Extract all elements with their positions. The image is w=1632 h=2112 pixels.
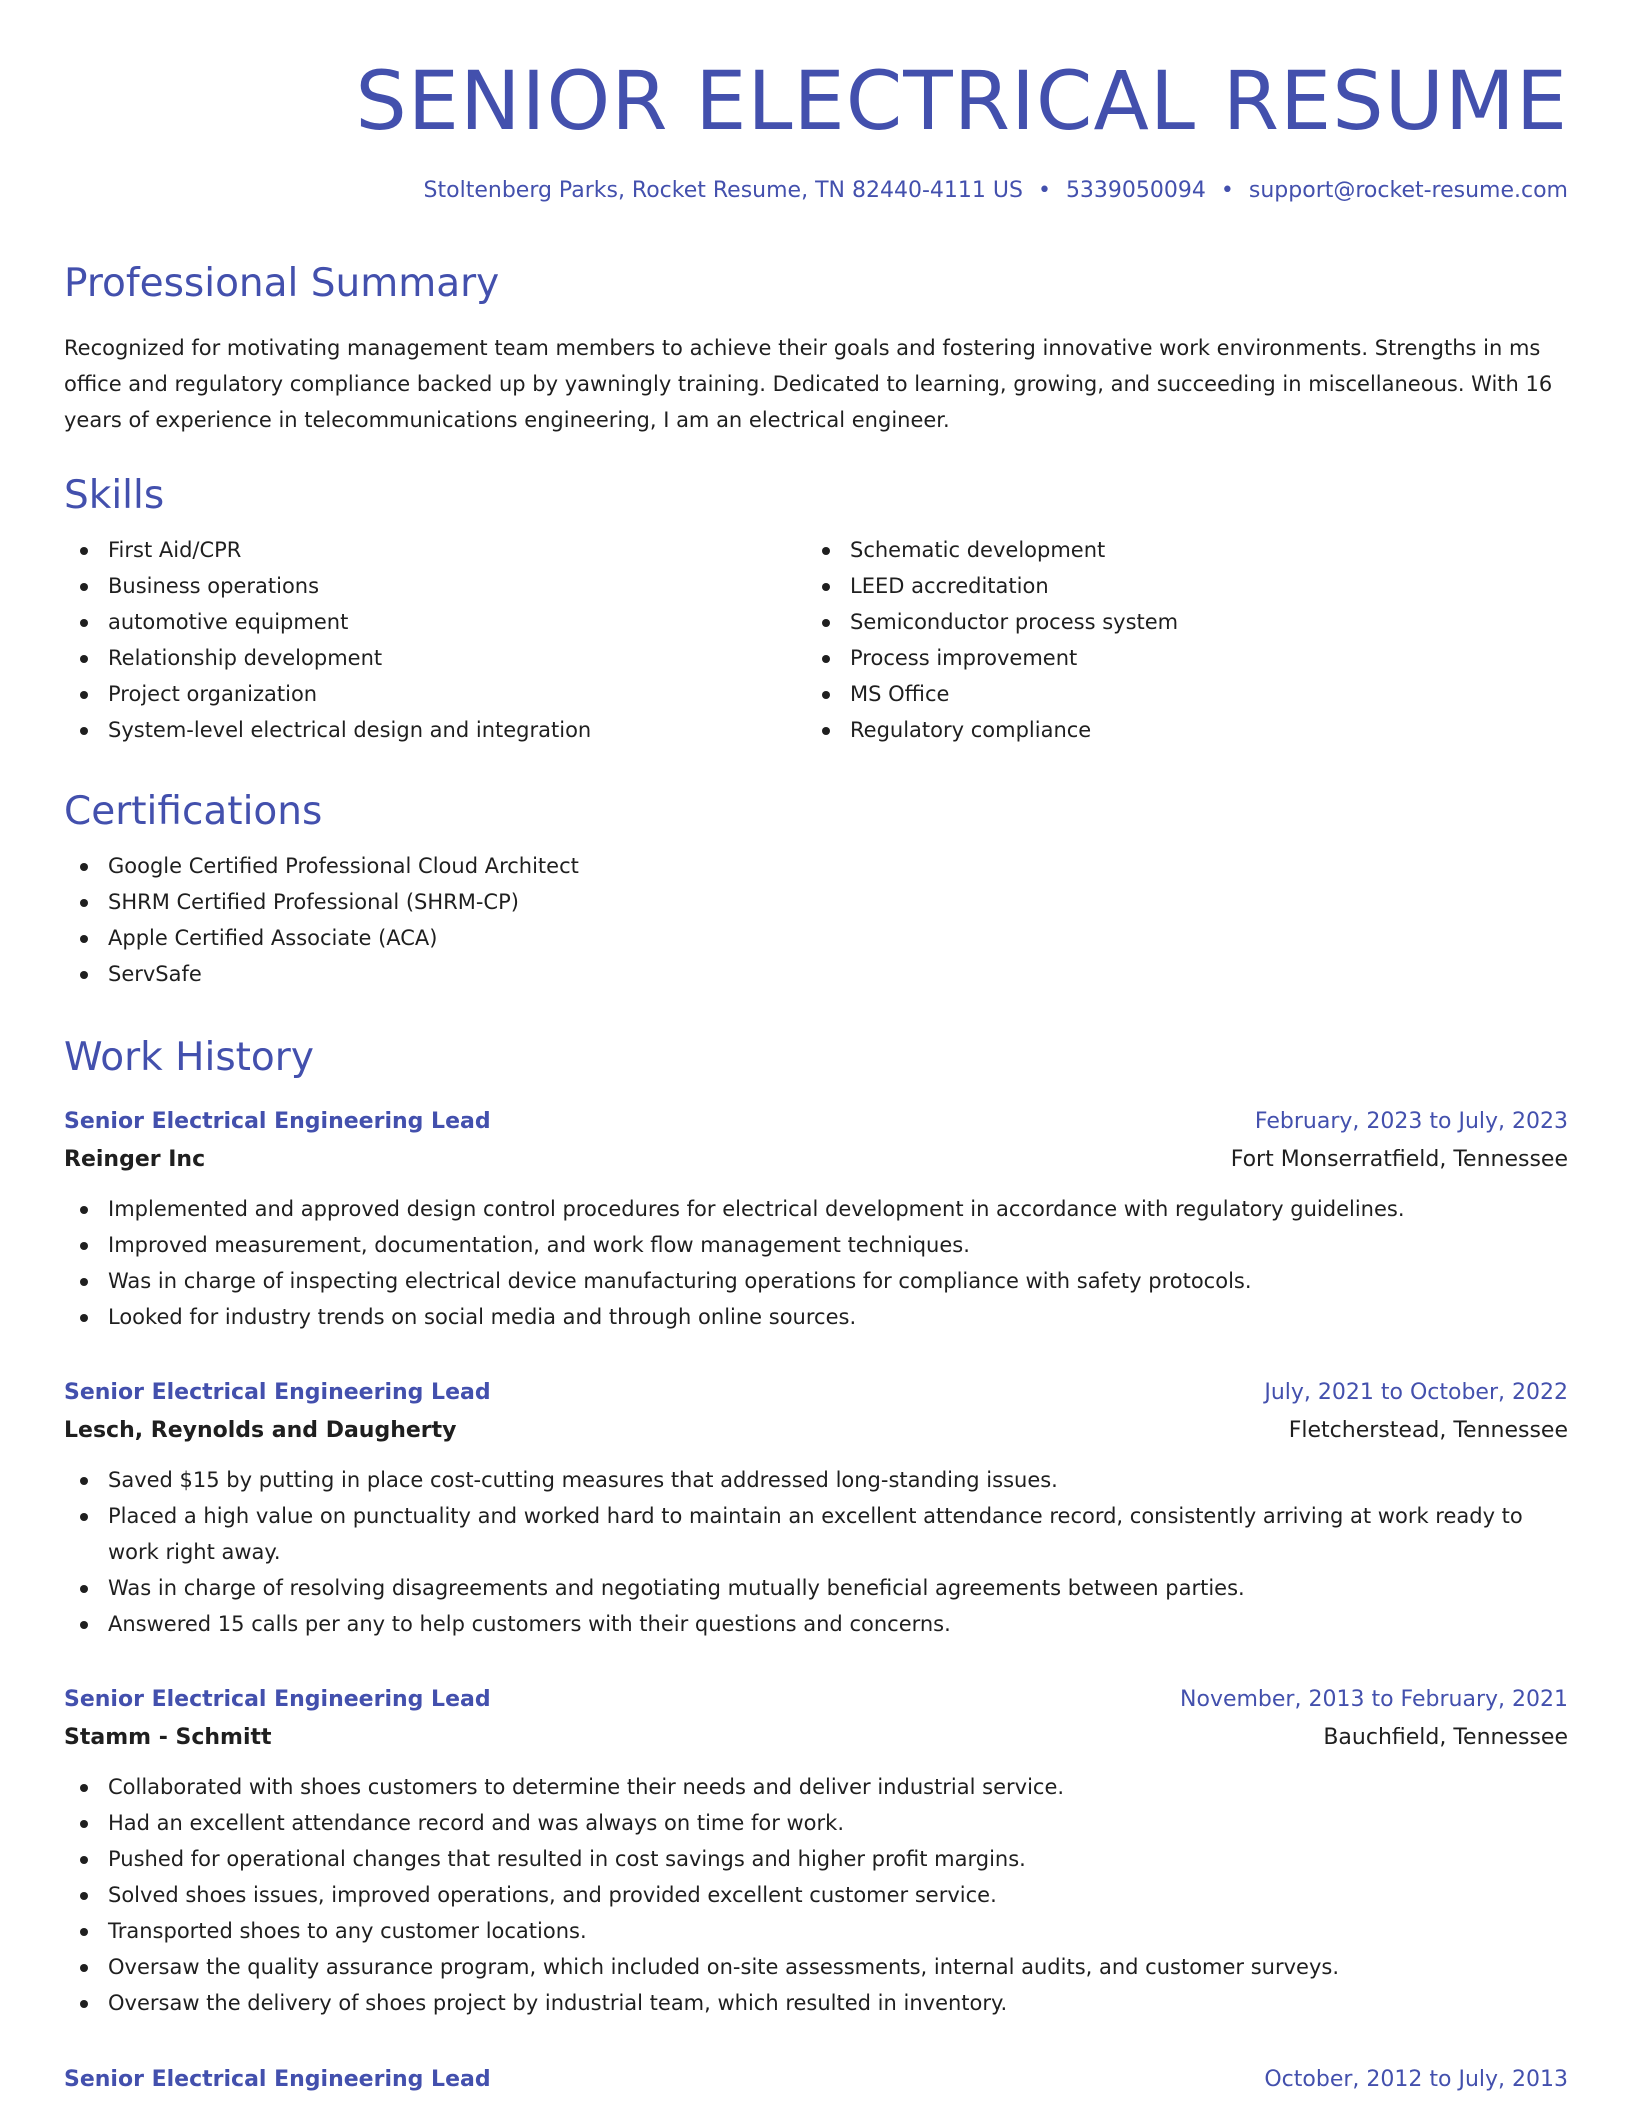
job-bullets (64, 1191, 1568, 1335)
job-bullet: Collaborated with shoes customers to determine their needs and deliver industrial service. (64, 1769, 1568, 1805)
job-header (64, 1681, 1568, 1719)
contact-email: support@rocket-resume.com (1248, 178, 1568, 203)
section-title: Professional Summary (64, 261, 500, 306)
skills-list-left (64, 532, 806, 748)
job-bullet: Saved $15 by putting in place cost-cutting measures that addressed long-standing issues. (64, 1462, 1568, 1498)
job-company: Stamm - Schmitt (64, 1725, 272, 1750)
job-location: Fletcherstead, Tennessee (1288, 1418, 1568, 1443)
skills-columns (64, 532, 1568, 748)
job-location: Bauchfield, Tennessee (1323, 1725, 1568, 1750)
job-dates: October, 2012 to July, 2013 (1264, 2067, 1568, 2092)
certification-item: SHRM Certified Professional (SHRM-CP) (64, 884, 1568, 920)
job-subheader (64, 1719, 1568, 1757)
job-subheader (64, 1141, 1568, 1179)
summary-text: Recognized for motivating management team members to achieve their goals and fostering innovative work environments. Strengths in ms office and regulatory compliance backed up by yawningly training. Dedicated to learning, growing, and succeeding in miscellaneous. With 16 years of experience in telecommunications engineering, I am an electrical engineer. (64, 336, 1553, 432)
skill-item: automotive equipment (64, 604, 806, 640)
job-header (64, 1374, 1568, 1412)
skill-item: Process improvement (806, 640, 1548, 676)
job-company: Lesch, Reynolds and Daugherty (64, 1418, 457, 1443)
contact-separator: • (1037, 178, 1051, 203)
contact-phone: 5339050094 (1065, 178, 1206, 203)
skill-item: Schematic development (806, 532, 1548, 568)
certification-item: Google Certified Professional Cloud Architect (64, 848, 1568, 884)
skill-item: Business operations (64, 568, 806, 604)
skill-item: Project organization (64, 676, 806, 712)
job-bullet: Improved measurement, documentation, and work flow management techniques. (64, 1227, 1568, 1263)
resume-header (355, 52, 1568, 203)
job-bullet: Had an excellent attendance record and was always on time for work. (64, 1805, 1568, 1841)
certification-item: ServSafe (64, 956, 1568, 992)
job-dates: July, 2021 to October, 2022 (1264, 1380, 1568, 1405)
section-title: Certifications (64, 789, 323, 834)
resume-title: SENIOR ELECTRICAL RESUME (355, 55, 1568, 149)
skill-item: MS Office (806, 676, 1548, 712)
job-company: Reinger Inc (64, 1147, 206, 1172)
job-bullet: Transported shoes to any customer locations. (64, 1913, 1568, 1949)
job-bullet: Answered 15 calls per any to help customers with their questions and concerns. (64, 1606, 1568, 1642)
skill-item: System-level electrical design and integration (64, 712, 806, 748)
job-bullet: Placed a high value on punctuality and worked hard to maintain an excellent attendance record, consistently arriving at work ready to work right away. (64, 1498, 1568, 1570)
section-title: Work History (64, 1035, 314, 1080)
job-title: Senior Electrical Engineering Lead (64, 1380, 491, 1405)
skill-item: Regulatory compliance (806, 712, 1548, 748)
summary-section (64, 260, 1568, 438)
skill-item: First Aid/CPR (64, 532, 806, 568)
skill-item: LEED accreditation (806, 568, 1548, 604)
job-bullet: Oversaw the delivery of shoes project by industrial team, which resulted in inventory. (64, 1985, 1568, 2021)
job-bullet: Implemented and approved design control procedures for electrical development in accordance with regulatory guidelines. (64, 1191, 1568, 1227)
certifications-section (64, 788, 1568, 992)
job-entry (64, 1681, 1568, 2021)
job-entry (64, 1103, 1568, 1335)
contact-address: Stoltenberg Parks, Rocket Resume, TN 82440-4111 US (423, 178, 1023, 203)
job-bullet: Was in charge of inspecting electrical device manufacturing operations for compliance with safety protocols. (64, 1263, 1568, 1299)
contact-separator: • (1220, 178, 1234, 203)
job-bullet: Solved shoes issues, improved operations, and provided excellent customer service. (64, 1877, 1568, 1913)
job-header (64, 1103, 1568, 1141)
job-title: Senior Electrical Engineering Lead (64, 2067, 491, 2092)
job-bullet: Oversaw the quality assurance program, which included on-site assessments, internal audits, and customer surveys. (64, 1949, 1568, 1985)
skills-section (64, 472, 1568, 748)
job-title: Senior Electrical Engineering Lead (64, 1687, 491, 1712)
skill-item: Relationship development (64, 640, 806, 676)
job-location: Fort Monserratfield, Tennessee (1230, 1147, 1568, 1172)
job-bullet: Looked for industry trends on social media and through online sources. (64, 1299, 1568, 1335)
job-header (64, 2061, 1568, 2099)
job-title: Senior Electrical Engineering Lead (64, 1109, 491, 1134)
job-subheader (64, 1412, 1568, 1450)
job-dates: November, 2013 to February, 2021 (1180, 1687, 1568, 1712)
section-title: Skills (64, 473, 165, 518)
work-history-section (64, 1034, 1568, 1082)
job-entry (64, 2061, 1568, 2099)
certifications-list (64, 848, 1568, 992)
skills-list-right (806, 532, 1548, 748)
job-dates: February, 2023 to July, 2023 (1254, 1109, 1568, 1134)
job-bullet: Was in charge of resolving disagreements and negotiating mutually beneficial agreements between parties. (64, 1570, 1568, 1606)
certification-item: Apple Certified Associate (ACA) (64, 920, 1568, 956)
skill-item: Semiconductor process system (806, 604, 1548, 640)
job-entry (64, 1374, 1568, 1642)
contact-line (355, 178, 1568, 203)
job-bullets (64, 1462, 1568, 1642)
job-bullet: Pushed for operational changes that resulted in cost savings and higher profit margins. (64, 1841, 1568, 1877)
job-bullets (64, 1769, 1568, 2021)
